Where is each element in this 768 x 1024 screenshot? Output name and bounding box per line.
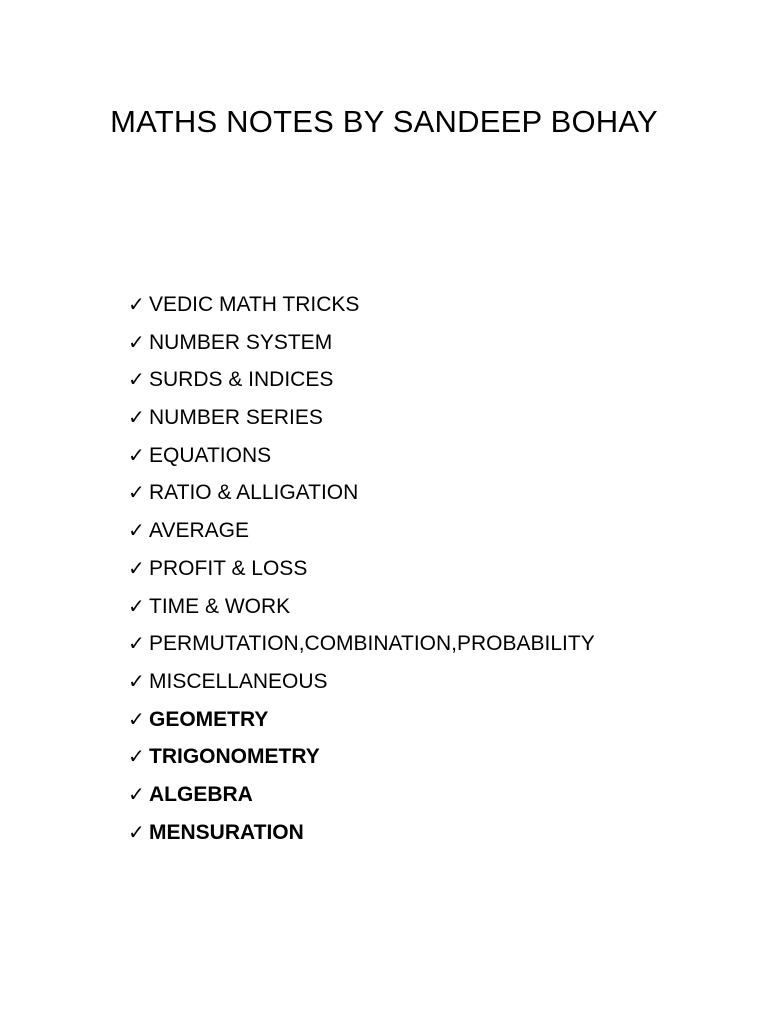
topic-label: ALGEBRA <box>149 782 253 806</box>
topic-label: NUMBER SYSTEM <box>149 330 333 354</box>
list-item <box>128 738 595 776</box>
topic-label: TIME & WORK <box>149 594 291 618</box>
checkmark-icon: ✓ <box>128 329 145 354</box>
list-item <box>128 588 595 626</box>
topic-label: RATIO & ALLIGATION <box>149 481 359 505</box>
list-item <box>128 437 595 475</box>
list-item <box>128 474 595 512</box>
topic-label: AVERAGE <box>149 519 249 543</box>
topic-label: TRIGONOMETRY <box>149 745 320 769</box>
checkmark-icon: ✓ <box>128 706 145 731</box>
checkmark-icon: ✓ <box>128 819 145 844</box>
checkmark-icon: ✓ <box>128 593 145 618</box>
document-title: MATHS NOTES BY SANDEEP BOHAY <box>110 104 658 139</box>
list-item <box>128 324 595 362</box>
list-item <box>128 625 595 663</box>
checkmark-icon: ✓ <box>128 367 145 392</box>
list-item <box>128 361 595 399</box>
list-item <box>128 814 595 852</box>
list-item <box>128 399 595 437</box>
list-item <box>128 663 595 701</box>
checkmark-icon: ✓ <box>128 744 145 769</box>
checkmark-icon: ✓ <box>128 442 145 467</box>
checkmark-icon: ✓ <box>128 668 145 693</box>
topic-label: PERMUTATION,COMBINATION,PROBABILITY <box>149 632 595 656</box>
topic-label: PROFIT & LOSS <box>149 556 308 580</box>
topic-label: MISCELLANEOUS <box>149 669 328 693</box>
topic-label: NUMBER SERIES <box>149 406 323 430</box>
list-item <box>128 512 595 550</box>
checkmark-icon: ✓ <box>128 405 145 430</box>
checkmark-icon: ✓ <box>128 781 145 806</box>
checkmark-icon: ✓ <box>128 480 145 505</box>
topic-label: VEDIC MATH TRICKS <box>149 293 360 316</box>
topic-label: EQUATIONS <box>149 443 272 467</box>
checkmark-icon: ✓ <box>128 631 145 656</box>
list-item <box>128 701 595 739</box>
topic-label: SURDS & INDICES <box>149 368 334 392</box>
checkmark-icon: ✓ <box>128 518 145 543</box>
list-item <box>128 286 595 324</box>
list-item <box>128 550 595 588</box>
topic-list <box>128 286 595 851</box>
topic-label: GEOMETRY <box>149 707 269 731</box>
checkmark-icon: ✓ <box>128 555 145 580</box>
list-item <box>128 776 595 814</box>
topic-label: MENSURATION <box>149 820 304 844</box>
checkmark-icon: ✓ <box>128 292 145 316</box>
